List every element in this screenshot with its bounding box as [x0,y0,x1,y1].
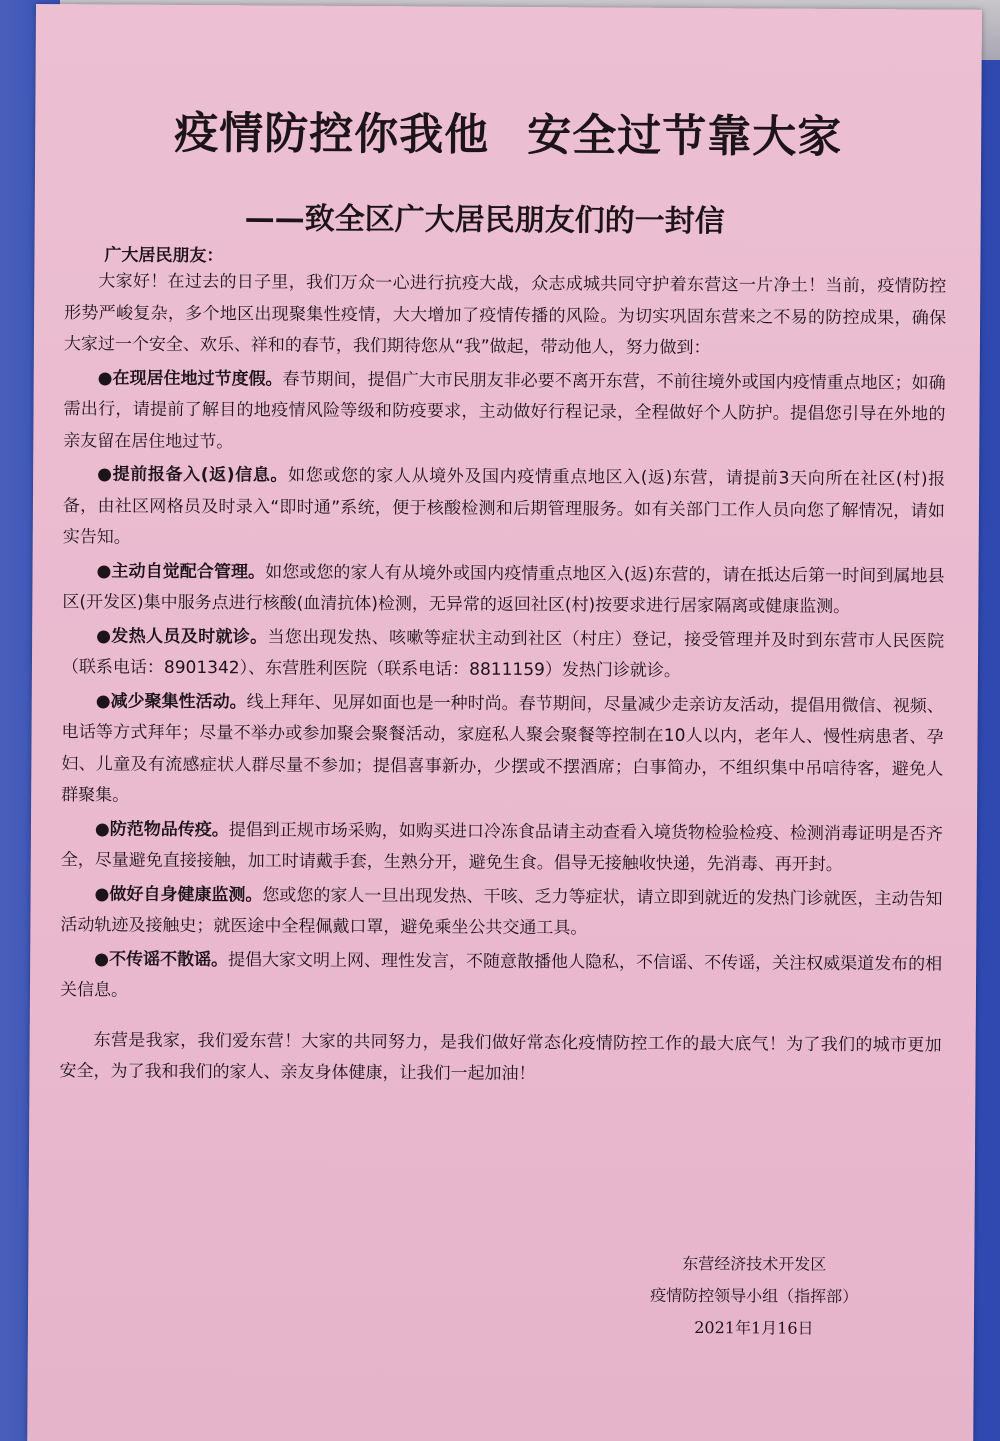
item-text: 提倡到正规市场采购，如购买进口冷冻食品请主动查看入境货物检验检疫、检测消毒证明是否齐全，尽量避免直接接触，加工时请戴手套，生熟分开，避免生食。倡导无接触收快递，先消毒、再开封。 [60,819,944,875]
item-heading: ●做好自身健康监测。 [94,883,263,905]
signature-date: 2021年1月16日 [694,1318,814,1338]
item-heading: ●不传谣不散谣。 [94,948,229,970]
item-text: 线上拜年、见屏如面也是一种时尚。春节期间，尽量减少走亲访友活动，提倡用微信、视频、电话等方式拜年；尽量不举办或参加聚会聚餐活动，家庭私人聚会聚餐等控制在10人以内，老年人、慢性病患者、孕妇、儿童及有流感症状人群尽量不参加；提倡喜事新办，少摆或不摆酒席；白事简办，不组织集中吊唁待客，避免人群聚集。 [61,691,944,806]
item-heading: ●提前报备入(返)信息。 [97,464,289,486]
item-paragraph [62,621,944,689]
item-heading: ●发热人员及时就诊。 [96,625,268,647]
item-text: 提倡大家文明上网、理性发言，不随意散播他人隐私，不信谣、不传谣，关注权威渠道发布的相关信息。 [59,949,943,1001]
signature-block [594,1247,915,1345]
item-text: 如您或您的家人从境外及国内疫情重点地区入(返)东营，请提前3天向所在社区(村)报备，由社区网格员及时录入“即时通”系统，便于核酸检测和后期管理服务。如有关部门工作人员向您了解情况，请如实告知。 [62,465,946,548]
item-paragraph [63,459,946,559]
item-heading: ●主动自觉配合管理。 [96,560,266,582]
letter-title [35,96,981,166]
title-part-1: 疫情防控你我他 [174,107,490,161]
intro-paragraph: 大家好！在过去的日子里，我们万众一心进行抗疫大战，众志成城共同守护着东营这一片净土！当前，疫情防控形势严峻复杂，多个地区出现聚集性疫情，大大增加了疫情传播的风险。为切实巩固东营来之不易的防控成果，确保大家过一个安全、欢乐、祥和的春节，我们期待您从“我”做起，带动他人，努力做到： [63,271,947,359]
item-paragraph [61,686,944,817]
item-heading: ●防范物品传疫。 [94,818,229,840]
item-paragraph [61,814,943,882]
item-text: 当您出现发热、咳嗽等症状主动到社区（村庄）登记，接受管理并及时到东营市人民医院（联系电话：8901342）、东营胜利医院（联系电话：8811159）发热门诊就诊。 [61,626,945,681]
item-heading: ●减少聚集性活动。 [95,690,247,712]
letter-subtitle: ——致全区广大居民朋友们的一封信 [244,201,725,240]
item-paragraph [62,556,944,624]
item-heading: ●在现居住地过节度假。 [97,367,283,390]
signature-org: 东营经济技术开发区 [682,1253,827,1274]
item-text: 您或您的家人一旦出现发热、干咳、乏力等症状，请立即到就近的发热门诊就医，主动告知活动轨迹及接触史；就医途中全程佩戴口罩，避免乘坐公共交通工具。 [60,884,943,939]
item-text: 春节期间，提倡广大市民朋友非必要不离开东营，不前往境外或国内疫情重点地区；如确需出行，请提前了解目的地疫情风险等级和防疫要求，主动做好行程记录，全程做好个人防护。提倡您引导在外地的亲友留在居住地过节。 [63,369,946,452]
item-text: 如您或您的家人有从境外或国内疫情重点地区入(返)东营的，请在抵达后第一时间到属地县区(开发区)集中服务点进行核酸(血清抗体)检测，无异常的返回社区(村)按要求进行居家隔离或健康监测。 [62,561,945,617]
title-part-2: 安全过节靠大家 [527,110,843,163]
item-paragraph [60,944,942,1012]
letter-paper [27,4,982,1441]
signature-group: 疫情防控领导小组（指挥部） [650,1285,859,1307]
item-paragraph [63,363,946,463]
letter-body [59,266,946,1095]
closing-paragraph: 东营是我家，我们爱东营！大家的共同努力，是我们做好常态化疫情防控工作的最大底气！为了我们的城市更加安全，为了我和我们的家人、亲友身体健康，让我们一起加油！ [59,1029,942,1085]
salutation: 广大居民朋友： [104,245,224,267]
item-paragraph [60,879,942,947]
